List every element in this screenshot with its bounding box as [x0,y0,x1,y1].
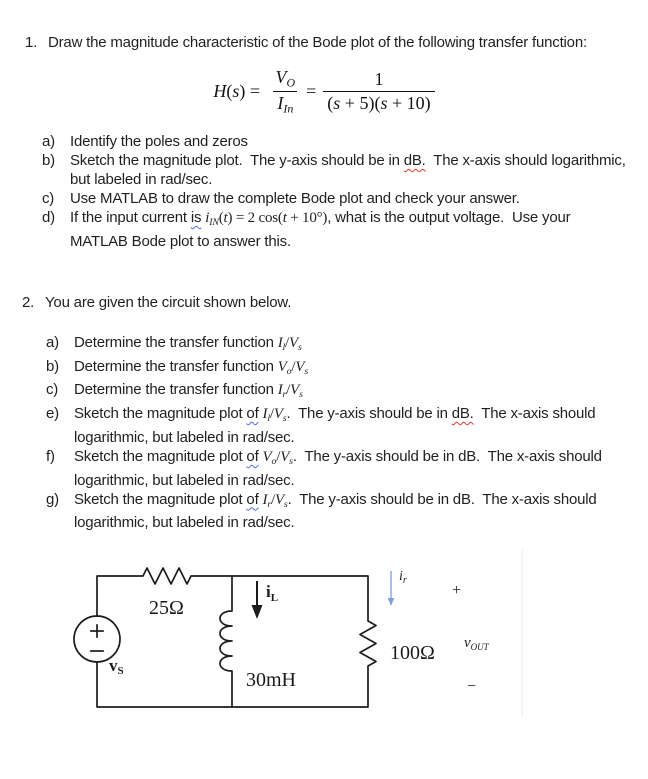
item-line: If the input current is iIN(t) = 2 cos(t + 10°), what is the output voltage. Use your [70,209,571,228]
item-line: Sketch the magnitude plot of Ir/Vs. The y-axis should be in dB. The x-axis should [74,490,597,510]
problem2-number: 2. [22,293,35,311]
item-line: Sketch the magnitude plot of Il/Vs. The y-axis should be in dB. The x-axis should [74,405,596,424]
problem2-title: You are given the circuit shown below. [45,293,292,311]
item-marker: g) [46,490,59,508]
item-marker: b) [42,152,55,169]
formula-fraction-vo-iin [272,67,300,116]
problem2-item-a [46,333,648,357]
problem1-item-d [42,208,648,251]
problem2-heading [22,293,648,312]
item-marker: a) [42,133,55,150]
item-line: MATLAB Bode plot to answer this. [70,232,291,250]
vout-label: vOUT [464,635,489,652]
item-line: Sketch the magnitude plot. The y-axis should be in dB. The x-axis should logarithmic, [70,152,626,169]
resistor-current-label: ir [399,569,407,586]
transfer-function-formula [0,62,648,120]
problem1-number: 1. [25,34,38,51]
item-line: Use MATLAB to draw the complete Bode plot and check your answer. [70,190,520,207]
problem1-title: Draw the magnitude characteristic of the Bode plot of the following transfer function: [48,34,587,51]
resistor2-label: 100Ω [390,642,435,664]
resistor-current-arrowhead [388,598,394,606]
item-line: Sketch the magnitude plot of Vo/Vs. The y-axis should be in dB. The x-axis should [74,447,602,467]
problem1-item-a [42,132,648,151]
problem1-item-b [42,151,648,189]
document-page [0,33,648,774]
item-line: logarithmic, but labeled in rad/sec. [74,514,295,532]
item-line: Determine the transfer function Ir/Vs [74,381,303,401]
item-line: logarithmic, but labeled in rad/sec. [74,471,295,489]
resistor1-label: 25Ω [149,597,184,619]
vout-plus-sign: + [452,582,462,599]
problem2-item-e [46,404,648,447]
problem1-heading [25,33,648,52]
inductor-branch [220,576,232,707]
formula-lhs: H(s) = [213,80,265,101]
formula-fraction-poles [323,69,434,113]
problem2-items [46,333,648,533]
source-label: vS [109,656,124,677]
item-marker: b) [46,357,59,375]
inductor-current-arrowhead [252,605,263,619]
formula-equals: = [306,80,317,101]
circuit-diagram [0,543,648,774]
fraction-numerator: VO [275,66,296,89]
item-line: Determine the transfer function Vo/Vs [74,357,309,377]
problem2-item-f [46,447,648,490]
item-marker: e) [46,405,59,423]
item-line: Identify the poles and zeros [70,133,248,150]
item-marker: c) [46,381,59,399]
fraction-numerator: 1 [374,68,384,89]
circuit-outer-wires [97,568,376,707]
item-marker: d) [42,209,55,226]
problem2-item-c [46,380,648,404]
item-line: but labeled in rad/sec. [70,171,213,188]
problem2-item-b [46,357,648,381]
inductor-label: 30mH [246,669,296,691]
fraction-denominator: (s + 5)(s + 10) [323,91,434,114]
item-marker: f) [46,447,55,465]
inductor-current-label: $i_L$ [266,582,279,604]
vout-minus-sign: − [467,678,477,695]
problem1-item-c [42,189,648,208]
problem2-item-g [46,490,648,533]
problem1-items [42,132,648,251]
item-marker: c) [42,190,55,207]
fraction-denominator: IIn [273,91,297,116]
item-line: logarithmic, but labeled in rad/sec. [74,428,295,446]
item-line: Determine the transfer function Il/Vs [74,333,302,353]
item-marker: a) [46,333,59,351]
